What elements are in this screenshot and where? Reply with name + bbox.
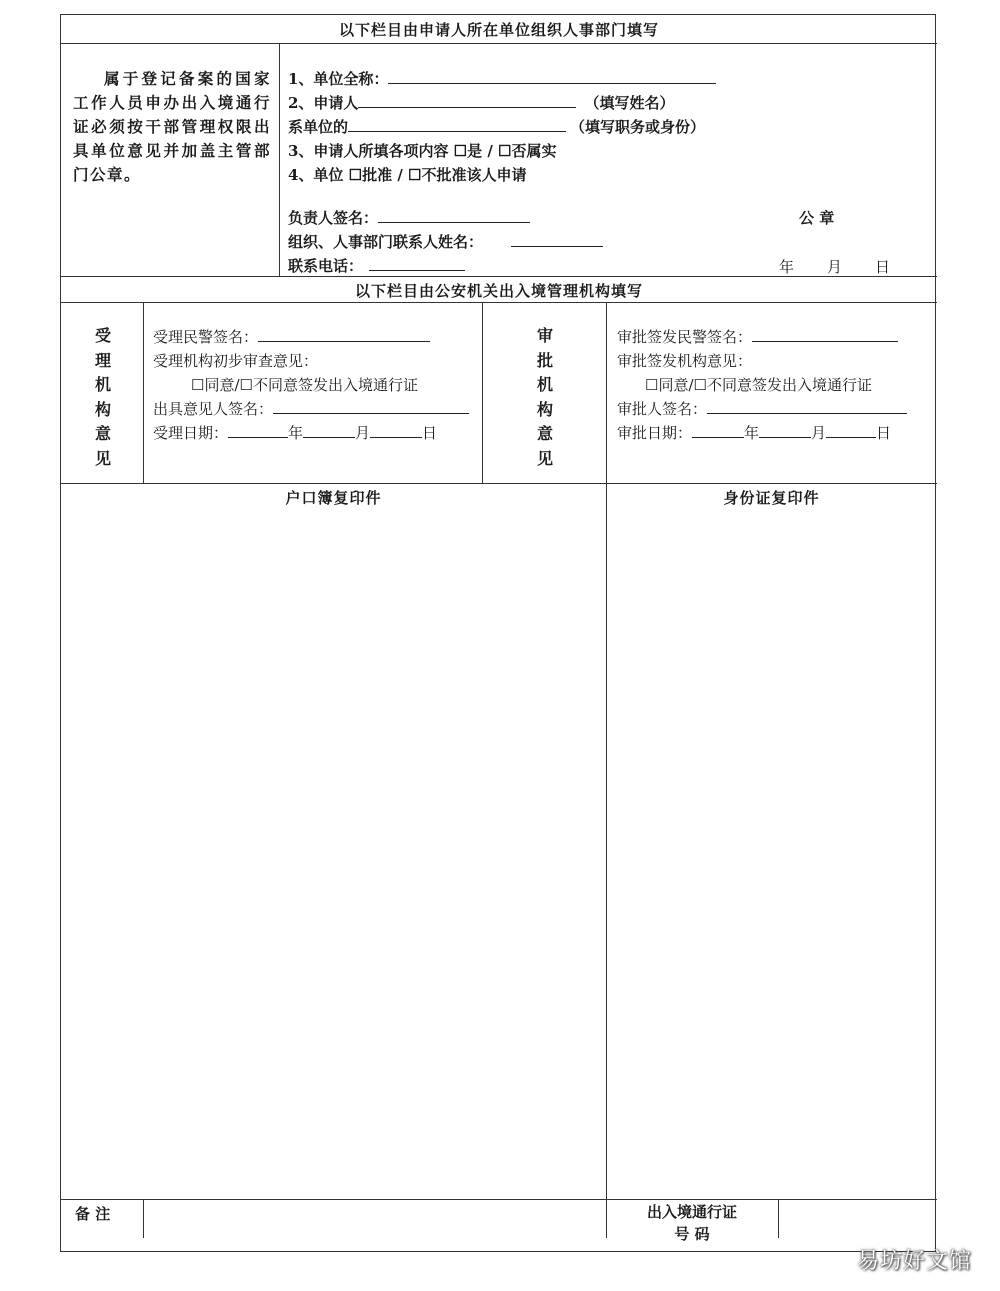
divider <box>61 483 937 484</box>
date-day: 日 <box>875 258 891 276</box>
acceptance-officer-field[interactable] <box>258 325 430 342</box>
date-year: 年 <box>779 258 795 276</box>
contact-name-label: 组织、人事部门联系人姓名： <box>288 233 484 251</box>
divider <box>61 43 937 44</box>
acceptance-officer-row <box>153 325 430 349</box>
divider <box>778 1199 779 1238</box>
unit-name-field[interactable] <box>388 67 716 84</box>
acceptance-options[interactable]: ☐同意/☐不同意签发出入境通行证 <box>191 376 418 394</box>
divider <box>606 302 607 1238</box>
acceptance-year-field[interactable] <box>228 421 288 438</box>
acceptance-agency-title: 受 理 机 构 意 见 <box>94 326 111 468</box>
approver-field[interactable] <box>707 397 907 414</box>
position-field[interactable] <box>348 115 566 132</box>
approval-day-field[interactable] <box>826 421 876 438</box>
acceptance-date-row: 受理日期： 年 月 日 <box>153 421 437 445</box>
item1-row <box>288 67 716 91</box>
approval-agency-title: 审 批 机 构 意 见 <box>536 326 553 468</box>
phone-label: 联系电话： <box>288 257 364 275</box>
permit-number-label: 出入境通行证 号 码 <box>646 1203 737 1243</box>
applicant-hint: （填写姓名） <box>584 94 675 112</box>
approval-year-field[interactable] <box>692 421 744 438</box>
applicant-name-field[interactable] <box>358 91 576 108</box>
item4-row: 4、单位 ☐批准 / ☐不批准该人申请 <box>288 166 527 184</box>
contact-name-field[interactable] <box>511 230 603 247</box>
item2b-row <box>288 115 705 139</box>
date-month: 月 <box>827 258 843 276</box>
unit-name-label: 1、单位全称： <box>288 70 389 88</box>
acceptance-date-label: 受理日期： <box>153 424 229 442</box>
approval-officer-label: 审批签发民警签名： <box>617 328 753 346</box>
item2-row <box>288 91 674 115</box>
divider <box>61 276 937 277</box>
divider <box>143 302 144 483</box>
household-register-copy-label: 户口簿复印件 <box>285 489 382 507</box>
divider <box>482 302 483 483</box>
approval-officer-row <box>617 325 898 349</box>
watermark: 易坊好文馆 <box>856 1249 972 1274</box>
acceptance-officer-label: 受理民警签名： <box>153 328 259 346</box>
signer-field[interactable] <box>378 206 530 223</box>
approval-month-field[interactable] <box>759 421 811 438</box>
approval-date-label: 审批日期： <box>617 424 693 442</box>
opinion-signer-row <box>153 397 469 421</box>
item3-row: 3、申请人所填各项内容 ☐是 / ☐否属实 <box>288 142 557 160</box>
approver-row <box>617 397 907 421</box>
note-text: 属于登记备案的国家工作人员申办出入境通行证必须按干部管理权限出具单位意见并加盖主管部门公章。 <box>73 69 271 184</box>
section1-header: 以下栏目由申请人所在单位组织人事部门填写 <box>338 21 659 39</box>
position-hint: （填写职务或身份） <box>570 118 706 136</box>
divider <box>143 1199 144 1238</box>
remarks-label: 备 注 <box>75 1205 111 1223</box>
opinion-signer-field[interactable] <box>273 397 469 414</box>
acceptance-month-field[interactable] <box>303 421 355 438</box>
seal-label: 公 章 <box>799 209 835 227</box>
approval-officer-field[interactable] <box>752 325 898 342</box>
divider <box>61 302 937 303</box>
position-label: 系单位的 <box>288 118 349 136</box>
approver-label: 审批人签名： <box>617 400 708 418</box>
phone-row <box>288 254 465 278</box>
permit-number-field[interactable] <box>783 1205 933 1235</box>
section2-header: 以下栏目由公安机关出入境管理机构填写 <box>354 282 643 300</box>
applicant-label: 2、申请人 <box>288 94 359 112</box>
prelim-opinion-label: 受理机构初步审查意见： <box>153 352 319 370</box>
divider <box>61 1199 937 1200</box>
signer-label: 负责人签名： <box>288 209 379 227</box>
remarks-field[interactable] <box>155 1205 593 1235</box>
approval-date-row: 审批日期： 年 月 日 <box>617 421 891 445</box>
application-form <box>60 14 936 1252</box>
contact-name-row <box>288 230 603 254</box>
approval-options[interactable]: ☐同意/☐不同意签发出入境通行证 <box>645 376 872 394</box>
divider <box>279 43 280 276</box>
agency-opinion-label: 审批签发机构意见： <box>617 352 753 370</box>
id-card-copy-label: 身份证复印件 <box>723 489 820 507</box>
phone-field[interactable] <box>369 254 465 271</box>
opinion-signer-label: 出具意见人签名： <box>153 400 274 418</box>
acceptance-day-field[interactable] <box>370 421 422 438</box>
signer-row <box>288 206 530 230</box>
